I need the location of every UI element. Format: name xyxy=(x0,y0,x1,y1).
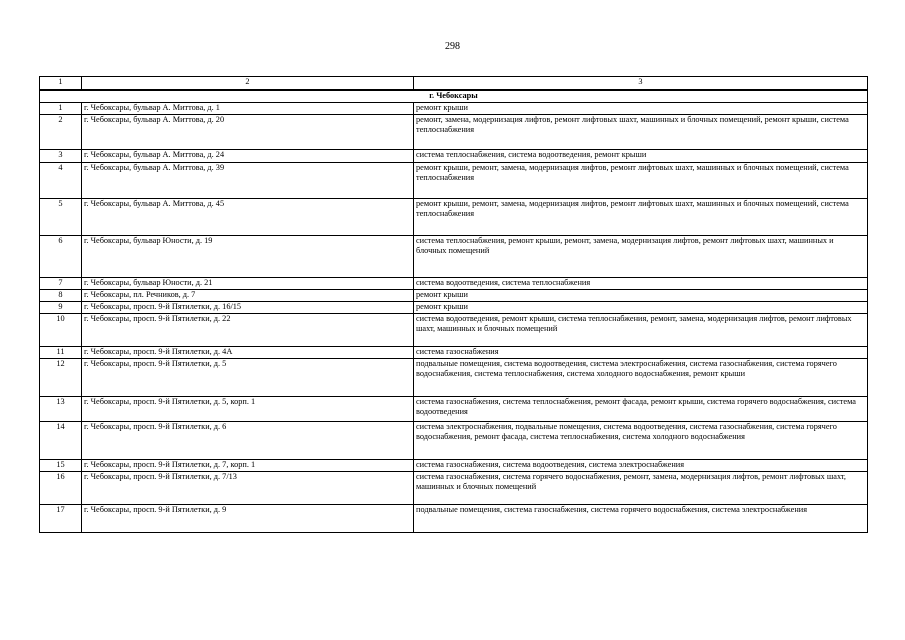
column-number-1: 1 xyxy=(40,77,82,91)
row-address-cell: г. Чебоксары, бульвар А. Миттова, д. 39 xyxy=(82,163,414,199)
row-works-cell: система теплоснабжения, ремонт крыши, ремонт, замена, модернизация лифтов, ремонт лифтовых шахт, машинных и блочных помещений xyxy=(414,236,868,278)
row-works-cell: система теплоснабжения, система водоотведения, ремонт крыши xyxy=(414,150,868,163)
row-number-cell: 10 xyxy=(40,314,82,347)
table-row xyxy=(40,422,868,460)
row-number-cell: 12 xyxy=(40,359,82,397)
city-row xyxy=(40,90,868,103)
row-address-cell: г. Чебоксары, бульвар А. Миттова, д. 45 xyxy=(82,199,414,236)
row-works-cell: подвальные помещения, система газоснабжения, система горячего водоснабжения, система электроснабжения xyxy=(414,505,868,533)
row-number-cell: 4 xyxy=(40,163,82,199)
row-works-cell: система водоотведения, система теплоснабжения xyxy=(414,278,868,290)
row-number-cell: 17 xyxy=(40,505,82,533)
row-address-cell: г. Чебоксары, просп. 9-й Пятилетки, д. 4А xyxy=(82,347,414,359)
row-works-cell: система газоснабжения, система теплоснабжения, ремонт фасада, ремонт крыши, система горячего водоснабжения, система водоотведения xyxy=(414,397,868,422)
row-works-cell: ремонт крыши xyxy=(414,290,868,302)
table-body xyxy=(40,77,868,533)
row-address-cell: г. Чебоксары, просп. 9-й Пятилетки, д. 16/15 xyxy=(82,302,414,314)
row-number-cell: 16 xyxy=(40,472,82,505)
row-address-cell: г. Чебоксары, бульвар Юности, д. 21 xyxy=(82,278,414,290)
row-works-cell: ремонт крыши, ремонт, замена, модернизация лифтов, ремонт лифтовых шахт, машинных и блочных помещений, система теплоснабжения xyxy=(414,199,868,236)
row-address-cell: г. Чебоксары, просп. 9-й Пятилетки, д. 7, корп. 1 xyxy=(82,460,414,472)
table-row xyxy=(40,302,868,314)
row-works-cell: подвальные помещения, система водоотведения, система электроснабжения, система газоснабжения, система горячего водоснабжения, система теплоснабжения, система холодного водоснабжения, ремонт крыши xyxy=(414,359,868,397)
row-works-cell: система водоотведения, ремонт крыши, система теплоснабжения, ремонт, замена, модернизация лифтов, ремонт лифтовых шахт, машинных и блочных помещений xyxy=(414,314,868,347)
row-works-cell: ремонт крыши xyxy=(414,302,868,314)
table-row xyxy=(40,278,868,290)
table-row xyxy=(40,199,868,236)
row-number-cell: 11 xyxy=(40,347,82,359)
table-row xyxy=(40,397,868,422)
table-row xyxy=(40,150,868,163)
row-address-cell: г. Чебоксары, просп. 9-й Пятилетки, д. 5 xyxy=(82,359,414,397)
row-number-cell: 8 xyxy=(40,290,82,302)
row-number-cell: 2 xyxy=(40,115,82,150)
column-number-2: 2 xyxy=(82,77,414,91)
row-address-cell: г. Чебоксары, бульвар А. Миттова, д. 24 xyxy=(82,150,414,163)
row-address-cell: г. Чебоксары, просп. 9-й Пятилетки, д. 22 xyxy=(82,314,414,347)
row-address-cell: г. Чебоксары, бульвар Юности, д. 19 xyxy=(82,236,414,278)
row-works-cell: система газоснабжения xyxy=(414,347,868,359)
page-number: 298 xyxy=(445,41,460,52)
row-address-cell: г. Чебоксары, просп. 9-й Пятилетки, д. 5, корп. 1 xyxy=(82,397,414,422)
table-row xyxy=(40,115,868,150)
row-address-cell: г. Чебоксары, просп. 9-й Пятилетки, д. 6 xyxy=(82,422,414,460)
city-name: г. Чебоксары xyxy=(40,90,868,103)
row-address-cell: г. Чебоксары, пл. Речников, д. 7 xyxy=(82,290,414,302)
table-row xyxy=(40,290,868,302)
column-number-row xyxy=(40,77,868,91)
row-works-cell: ремонт крыши xyxy=(414,103,868,115)
table-row xyxy=(40,460,868,472)
row-number-cell: 1 xyxy=(40,103,82,115)
row-number-cell: 9 xyxy=(40,302,82,314)
row-works-cell: система электроснабжения, подвальные помещения, система водоотведения, система газоснабжения, система горячего водоснабжения, ремонт фасада, система теплоснабжения, система холодного водоснабжения xyxy=(414,422,868,460)
row-number-cell: 15 xyxy=(40,460,82,472)
table-row xyxy=(40,163,868,199)
column-number-3: 3 xyxy=(414,77,868,91)
row-address-cell: г. Чебоксары, бульвар А. Миттова, д. 1 xyxy=(82,103,414,115)
row-address-cell: г. Чебоксары, просп. 9-й Пятилетки, д. 7/13 xyxy=(82,472,414,505)
row-works-cell: ремонт крыши, ремонт, замена, модернизация лифтов, ремонт лифтовых шахт, машинных и блочных помещений, система теплоснабжения xyxy=(414,163,868,199)
row-address-cell: г. Чебоксары, просп. 9-й Пятилетки, д. 9 xyxy=(82,505,414,533)
table-row xyxy=(40,359,868,397)
row-works-cell: система газоснабжения, система горячего водоснабжения, ремонт, замена, модернизация лифтов, ремонт лифтовых шахт, машинных и блочных помещений xyxy=(414,472,868,505)
table-row xyxy=(40,472,868,505)
row-number-cell: 6 xyxy=(40,236,82,278)
table-row xyxy=(40,236,868,278)
table-row xyxy=(40,505,868,533)
row-number-cell: 7 xyxy=(40,278,82,290)
row-works-cell: система газоснабжения, система водоотведения, система электроснабжения xyxy=(414,460,868,472)
repair-works-table xyxy=(39,76,868,533)
row-number-cell: 14 xyxy=(40,422,82,460)
table-row xyxy=(40,103,868,115)
row-address-cell: г. Чебоксары, бульвар А. Миттова, д. 20 xyxy=(82,115,414,150)
row-number-cell: 5 xyxy=(40,199,82,236)
row-number-cell: 13 xyxy=(40,397,82,422)
row-works-cell: ремонт, замена, модернизация лифтов, ремонт лифтовых шахт, машинных и блочных помещений, ремонт крыши, система теплоснабжения xyxy=(414,115,868,150)
row-number-cell: 3 xyxy=(40,150,82,163)
table-row xyxy=(40,347,868,359)
table-row xyxy=(40,314,868,347)
